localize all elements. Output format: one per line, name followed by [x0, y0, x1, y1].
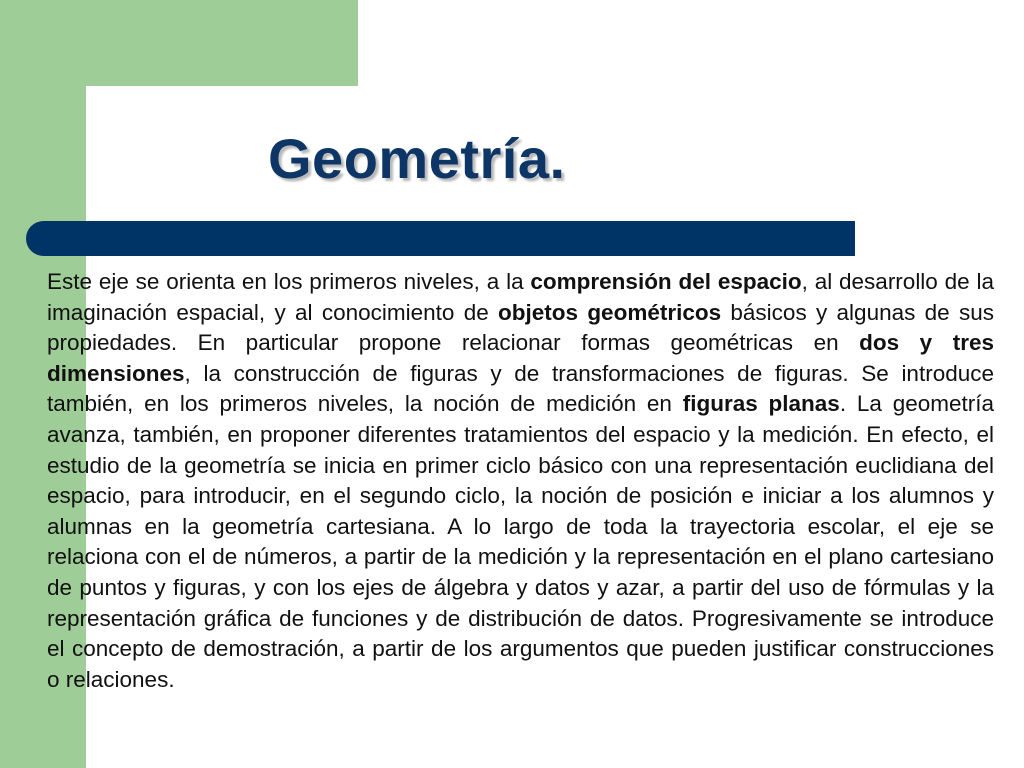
paragraph-emphasis: figuras planas [682, 391, 840, 417]
title-underline-bar [26, 221, 855, 256]
green-top-band [0, 0, 358, 86]
slide-body-paragraph [47, 267, 994, 695]
slide-title: Geometría. [268, 127, 566, 190]
paragraph-emphasis: objetos geométricos [498, 299, 722, 325]
paragraph-emphasis: dos y tres dimensiones [47, 330, 994, 386]
paragraph-emphasis: comprensión del espacio [530, 269, 802, 294]
paragraph-segment: , la construcción de figuras y de transformaciones de figuras. Se introduce también, en los primeros niveles, la noción de medición en [47, 360, 994, 417]
paragraph-segment: . La geometría avanza, también, en proponer diferentes tratamientos del espacio y la medición. En efecto, el estudio de la geometría se inicia en primer ciclo básico con una representación euclidiana del espacio, para introducir, en el segundo ciclo, la noción de posición e iniciar a los alumnos y alumnas en la geometría cartesiana. A lo largo de toda la trayectoria escolar, el eje se relaciona con el de números, a partir de la medición y la representación en el plano cartesiano de puntos y figuras, y con los ejes de álgebra y datos y azar, a partir del uso de fórmulas y la representación gráfica de funciones y de distribución de datos. Progresivamente se introduce el concepto de demostración, a partir de los argumentos que pueden justificar construcciones o relaciones. [47, 391, 994, 692]
paragraph-segment: , al desarrollo de la imaginación espacial, y al conocimiento de [47, 269, 994, 325]
paragraph-segment: Este eje se orienta en los primeros niveles, a la [47, 269, 531, 294]
paragraph-segment: básicos y algunas de sus propiedades. En particular propone relacionar formas geométricas en [47, 299, 994, 356]
